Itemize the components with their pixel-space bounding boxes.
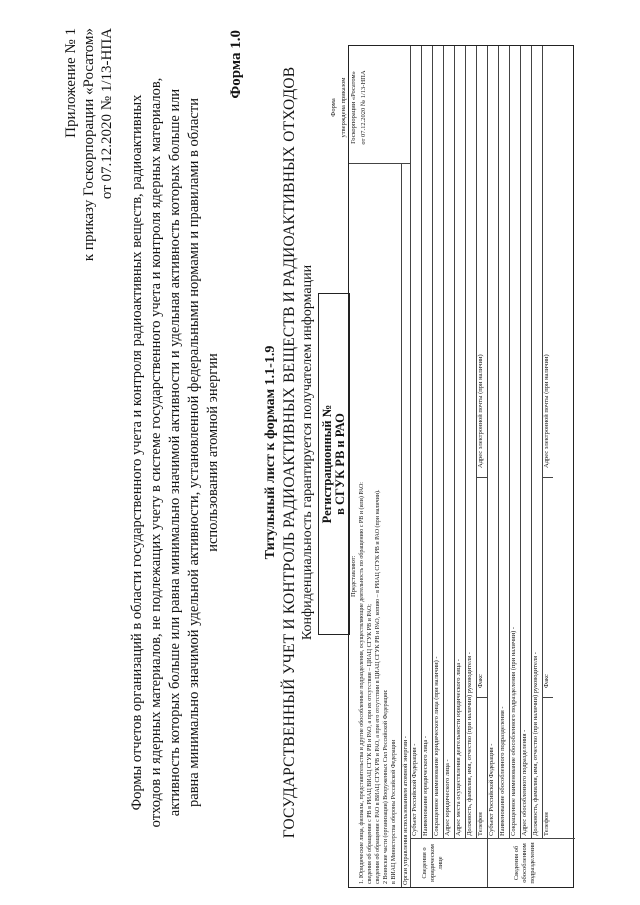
- approval-line: Форма: [330, 98, 337, 117]
- submitter-line: в ВИАЦ Министерства обороны Российской Федерации: [391, 739, 397, 884]
- registration-box: [318, 293, 350, 635]
- section-label-line: обособленном: [521, 843, 528, 883]
- branch-field-label: Сокращенное наименование обособленного подразделения (при наличии) -: [510, 626, 517, 836]
- divider: [410, 838, 575, 839]
- section-label-line: юридическом: [429, 844, 436, 882]
- divider: [476, 477, 487, 478]
- approval-line: от 07.12.2020 № 1/13-НПА: [360, 70, 367, 145]
- registration-system: в СГУК РВ и РАО: [333, 413, 347, 515]
- annex-order: к приказу Госкорпорации «Росатом»: [81, 28, 97, 262]
- intro-line: равна минимально значимой удельной активности, установленной федеральными нормами и правилами в области: [186, 98, 202, 807]
- divider: [487, 46, 488, 838]
- mgmt-label: Орган управления использованием атомной энергии -: [402, 736, 409, 885]
- form-subtitle: Титульный лист к формам 1.1-1.9: [263, 345, 278, 560]
- approval-line: утверждена приказом: [340, 77, 347, 138]
- legal-section-label: [421, 841, 445, 885]
- intro-line: Формы отчетов организаций в области государственного учета и контроля радиоактивных веществ, радиоактивных: [129, 94, 145, 811]
- intro-line: отходов и ядерных материалов, не подлежащих учету в системе государственного учета и контроля ядерных материалов,: [148, 77, 164, 828]
- legal-field-label: Наименование юридического лица -: [422, 735, 429, 836]
- branch-field-label: Должность, фамилия, имя, отчество (при наличии) руководителя -: [532, 652, 539, 836]
- branch-field-label: Наименование обособленного подразделения -: [499, 706, 506, 836]
- divider: [542, 697, 553, 698]
- approval-line: Госкорпорации «Росатом»: [350, 71, 357, 144]
- submitter-line: 2 Воинские части (организации) Вооруженных Сил Российской Федерации:: [383, 689, 389, 884]
- divider: [421, 46, 422, 838]
- annex-block: [62, 28, 116, 261]
- branch-phone-label: Телефон: [543, 812, 550, 836]
- section-label-line: лице: [437, 856, 444, 870]
- section-label-line: Сведения о: [421, 847, 428, 879]
- registration-label: Регистрационный №: [320, 404, 334, 524]
- branch-field-label: Адрес обособленного подразделения -: [521, 729, 528, 836]
- divider: [520, 46, 521, 838]
- branch-fax-label: Факс: [543, 674, 550, 688]
- divider: [542, 477, 553, 478]
- legal-phone-label: Телефон: [477, 812, 484, 836]
- submitter-line: сведения об обращении с РВ в РИАЦ ВИАЦ СГУК РВ и РАО, а при их отсутствии – ЦИАЦ СГУК РВ и РАО;: [367, 604, 373, 884]
- annex-date: от 07.12.2020 № 1/13-НПА: [99, 28, 115, 200]
- legal-field-label: Субъект Российской Федерации -: [411, 743, 418, 836]
- annex-number: Приложение № 1: [63, 28, 79, 138]
- submit-header: Представляют:: [350, 555, 357, 597]
- intro-line: активность которых больше или равна минимально значимой активности и удельная активность которых больше или: [167, 88, 183, 817]
- intro-paragraph: [128, 60, 223, 845]
- intro-line: использования атомной энергии: [205, 353, 221, 552]
- branch-email-label: Адрес электронной почты (при наличии): [543, 354, 550, 468]
- divider: [349, 163, 410, 164]
- legal-field-label: Адрес юридического лица -: [444, 759, 451, 836]
- submitter-line: сведения об обращении с РАО в ВИАЦ СГУК РВ и РАО, а при его отсутствии в ЦИАЦ СГУК РВ и РАО, копию – в РИАЦ СГУК РВ и РАО (при наличии).: [375, 489, 381, 884]
- branch-field-label: Субъект Российской Федерации -: [488, 743, 495, 836]
- submitter-line: 1. Юридические лица, филиалы, представительства и другие обособленные подразделения, осуществляющие деятельность по обращению с РВ и (или) РАО:: [359, 482, 365, 884]
- form-number: Форма 1.0: [228, 30, 244, 99]
- divider: [410, 46, 411, 838]
- legal-field-label: Адрес места осуществления деятельности юридического лица -: [455, 659, 462, 836]
- submitters-list: [358, 304, 406, 884]
- legal-fax-label: Факс: [477, 674, 484, 688]
- legal-field-label: Сокращенное наименование юридического лица (при наличии) -: [433, 656, 440, 836]
- section-label-line: подразделении: [529, 842, 536, 884]
- branch-section-label: [513, 841, 537, 885]
- form-main-title: ГОСУДАРСТВЕННЫЙ УЧЕТ И КОНТРОЛЬ РАДИОАКТИВНЫХ ВЕЩЕСТВ И РАДИОАКТИВНЫХ ОТХОДОВ: [281, 66, 298, 839]
- confidentiality-note: Конфиденциальность гарантируется получателем информации: [300, 264, 315, 641]
- divider: [443, 46, 444, 838]
- section-label-line: Сведения об: [513, 845, 520, 881]
- legal-field-label: Должность, фамилия, имя, отчество (при наличии) руководителя -: [466, 652, 473, 836]
- divider: [476, 697, 487, 698]
- legal-email-label: Адрес электронной почты (при наличии): [477, 354, 484, 468]
- title-form-table: [348, 45, 574, 888]
